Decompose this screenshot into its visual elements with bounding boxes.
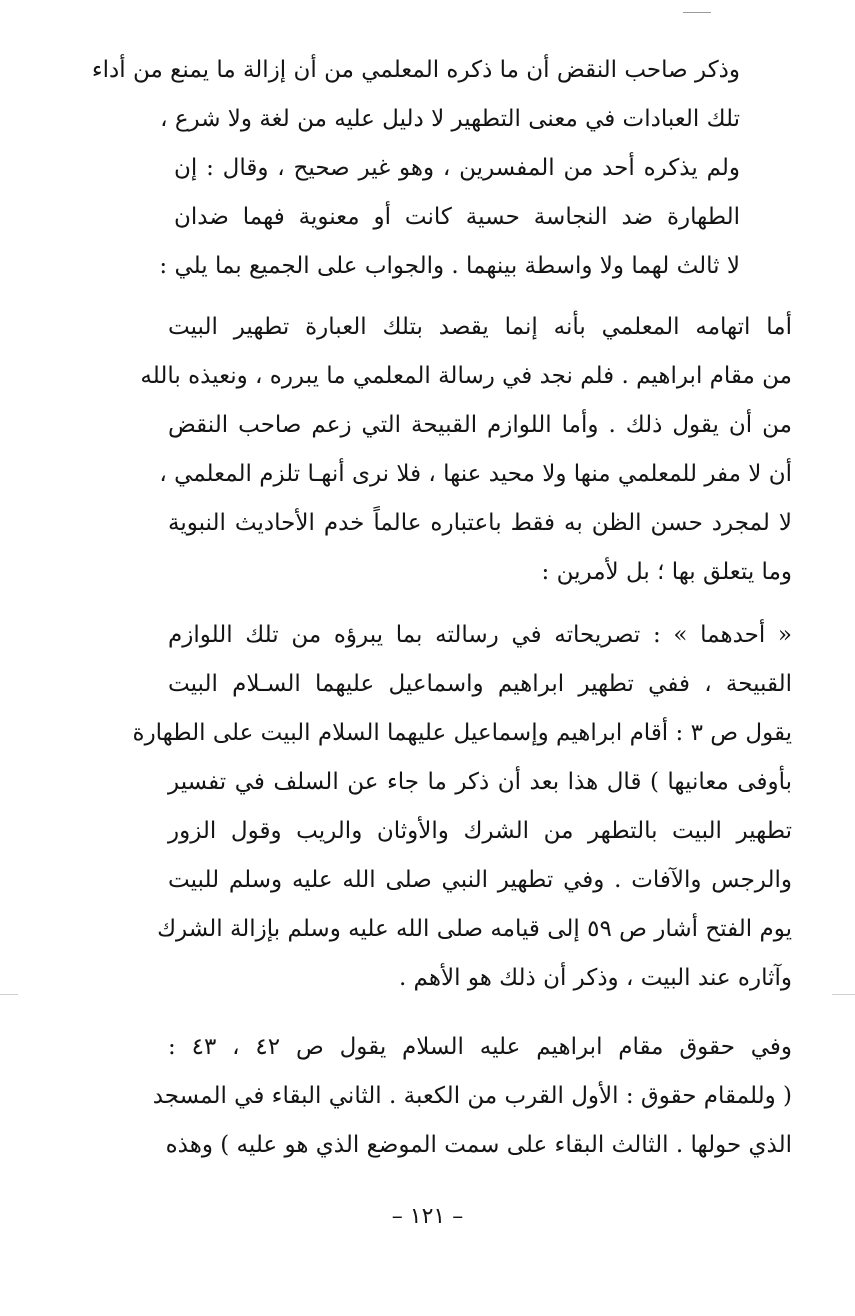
top-scan-mark (683, 12, 711, 13)
paragraph-3-line-8: وآثاره عند البيت ، وذكر أن ذلك هو الأهم . (398, 965, 792, 991)
paragraph-1 (91, 46, 740, 291)
paragraph-2-line-6: وما يتعلق بها ؛ بل لأمرين : (541, 559, 792, 585)
paragraph-2-line-2: من مقام ابراهيم . فلم نجد في رسالة المعلمي ما يبرره ، ونعيذه بالله (140, 363, 792, 389)
paragraph-4 (152, 1023, 793, 1170)
paragraph-1-line-4: الطهارة ضد النجاسة حسية كانت أو معنوية فهما ضدان (174, 204, 740, 230)
paragraph-2-line-5: لا لمجرد حسن الظن به فقط باعتباره عالماً خدم الأحاديث النبوية (168, 510, 792, 536)
paragraph-2-line-3: من أن يقول ذلك . وأما اللوازم القبيحة التي زعم صاحب النقض (168, 412, 792, 438)
paragraph-2-line-1: أما اتهامه المعلمي بأنه إنما يقصد بتلك العبارة تطهير البيت (168, 314, 792, 340)
paragraph-3-line-3: يقول ص ٣ : أقام ابراهيم وإسماعيل عليهما السلام البيت على الطهارة (132, 720, 792, 746)
paragraph-3-line-4: بأوفى معانيها ) قال هذا بعد أن ذكر ما جاء عن السلف في تفسير (168, 769, 792, 795)
paragraph-3-line-1: « أحدهما » : تصريحاته في رسالته بما يبرؤه من تلك اللوازم (168, 622, 792, 648)
paragraph-2 (140, 303, 792, 597)
left-scan-mark (0, 994, 18, 995)
paragraph-3-line-2: القبيحة ، ففي تطهير ابراهيم واسماعيل عليهما السـلام البيت (168, 671, 792, 697)
page-number: – ١٢١ – (391, 1204, 464, 1229)
paragraph-3-line-5: تطهير البيت بالتطهر من الشرك والأوثان والريب وقول الزور (168, 818, 792, 844)
paragraph-3-line-6: والرجس والآفات . وفي تطهير النبي صلى الله عليه وسلم للبيت (168, 867, 792, 893)
paragraph-3 (132, 611, 792, 1003)
paragraph-1-line-2: تلك العبادات في معنى التطهير لا دليل عليه من لغة ولا شرع ، (160, 106, 740, 132)
paragraph-1-line-5: لا ثالث لهما ولا واسطة بينهما . والجواب على الجميع بما يلي : (159, 253, 740, 279)
right-scan-mark (832, 994, 855, 995)
paragraph-2-line-4: أن لا مفر للمعلمي منها ولا محيد عنها ، فلا نرى أنهـا تلزم المعلمي ، (159, 461, 792, 487)
paragraph-3-line-7: يوم الفتح أشار ص ٥٩ إلى قيامه صلى الله عليه وسلم بإزالة الشرك (157, 916, 792, 942)
paragraph-1-line-1: وذكر صاحب النقض أن ما ذكره المعلمي من أن إزالة ما يمنع من أداء (91, 57, 740, 83)
paragraph-4-line-2: ( وللمقام حقوق : الأول القرب من الكعبة . الثاني البقاء في المسجد (152, 1083, 792, 1109)
paragraph-4-line-3: الذي حولها . الثالث البقاء على سمت الموضع الذي هو عليه ) وهذه (165, 1132, 792, 1158)
paragraph-1-line-3: ولم يذكره أحد من المفسرين ، وهو غير صحيح ، وقال : إن (174, 155, 740, 181)
paragraph-4-line-1: وفي حقوق مقام ابراهيم عليه السلام يقول ص ٤٢ ، ٤٣ : (168, 1034, 793, 1060)
